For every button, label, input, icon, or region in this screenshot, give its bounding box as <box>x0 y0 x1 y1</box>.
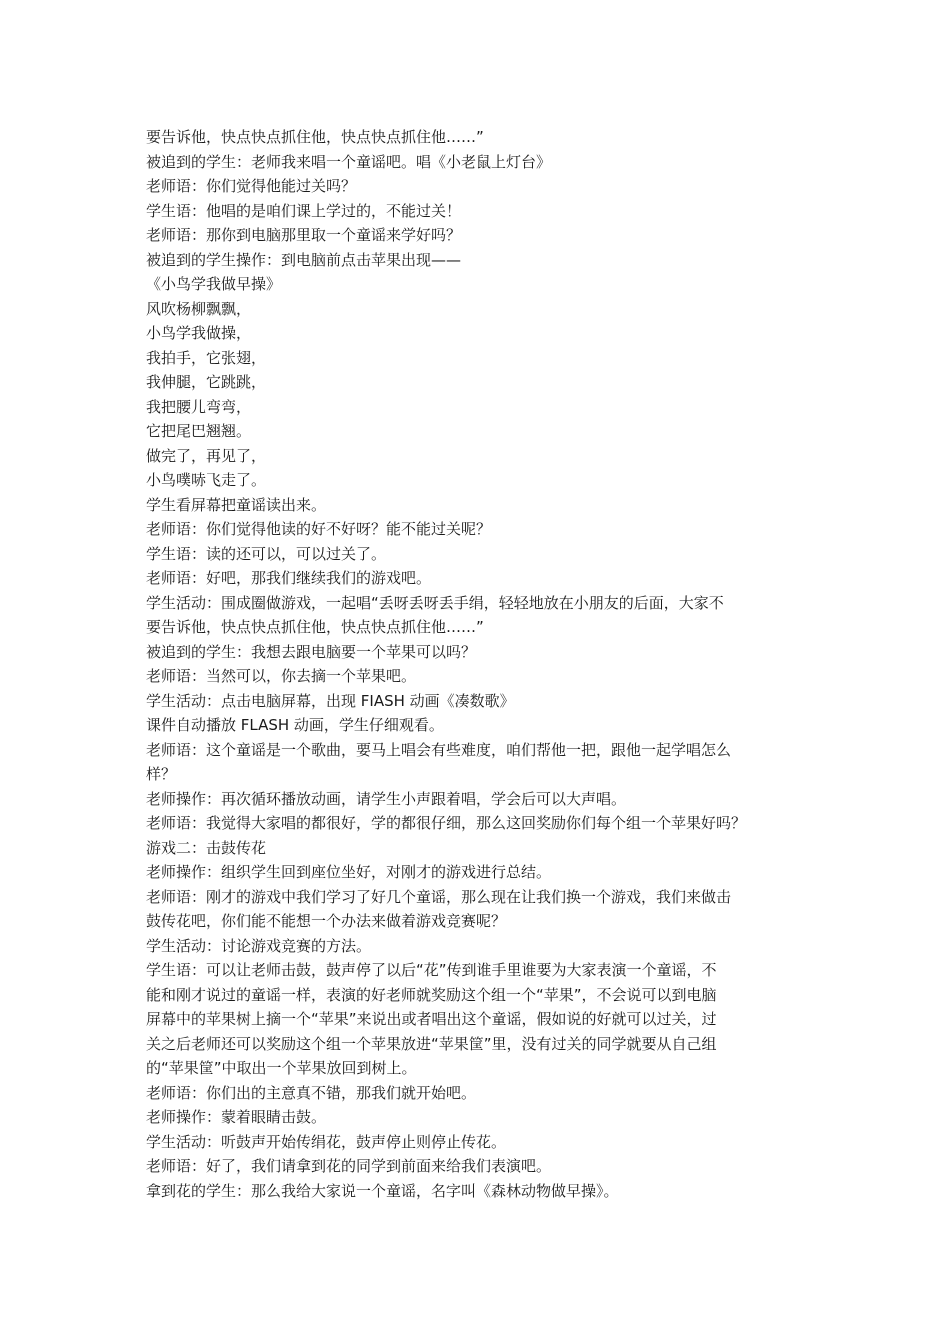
text-line: 课件自动播放 FLASH 动画，学生仔细观看。 <box>146 716 444 734</box>
text-line: 老师操作：蒙着眼睛击鼓。 <box>146 1108 327 1126</box>
poem-line: 我把腰儿弯弯， <box>146 397 252 416</box>
text-line: 老师操作：再次循环播放动画，请学生小声跟着唱，学会后可以大声唱。 <box>146 789 627 808</box>
text-line-justified: 关之后老师还可以奖励这个组一个苹果放进“苹果筐”里，没有过关的同学就要从自己组 <box>146 1034 717 1053</box>
poem-line: 做完了，再见了， <box>146 446 267 465</box>
text-line: 老师语：好了，我们请拿到花的同学到前面来给我们表演吧。 <box>146 1157 552 1175</box>
text-line: 拿到花的学生：那么我给大家说一个童谣，名字叫《森林动物做早操》。 <box>146 1181 619 1200</box>
text-line: 老师语：那你到电脑那里取一个童谣来学好吗？ <box>146 226 462 244</box>
poem-line: 小鸟学我做操， <box>146 324 252 342</box>
document-body <box>146 125 810 1203</box>
poem-line: 我伸腿，它跳跳， <box>146 373 267 391</box>
text-line: 鼓传花吧，你们能不能想一个办法来做着游戏竞赛呢？ <box>146 912 507 930</box>
poem-line: 我拍手，它张翅， <box>146 348 267 367</box>
text-line: 老师语：你们觉得他读的好不好呀？能不能过关呢？ <box>146 520 492 538</box>
poem-line: 风吹杨柳飘飘， <box>146 299 252 318</box>
text-line: 老师语：你们觉得他能过关吗？ <box>146 177 357 195</box>
text-line: 被追到的学生：老师我来唱一个童谣吧。唱《小老鼠上灯台》 <box>146 152 552 171</box>
text-line: 学生活动：点击电脑屏幕，出现 FIASH 动画《凑数歌》 <box>146 691 515 710</box>
text-line-justified: 能和刚才说过的童谣一样，表演的好老师就奖励这个组一个“苹果”，不会说可以到电脑 <box>146 985 717 1004</box>
text-line: 老师语：我觉得大家唱的都很好，学的都很仔细，那么这回奖励你们每个组一个苹果好吗？ <box>146 814 747 832</box>
text-line: 被追到的学生：我想去跟电脑要一个苹果可以吗？ <box>146 642 477 661</box>
text-line: 学生活动：听鼓声开始传绢花，鼓声停止则停止传花。 <box>146 1132 507 1151</box>
text-line: 学生活动：讨论游戏竞赛的方法。 <box>146 936 372 955</box>
text-line: 样？ <box>146 765 177 783</box>
text-line: 被追到的学生操作：到电脑前点击苹果出现—— <box>146 250 462 269</box>
text-line: 学生语：他唱的是咱们课上学过的，不能过关！ <box>146 201 462 220</box>
text-line: 老师语：你们出的主意真不错，那我们就开始吧。 <box>146 1083 477 1102</box>
poem-line: 它把尾巴翘翘。 <box>146 422 252 440</box>
text-line-justified: 屏幕中的苹果树上摘一个“苹果”来说出或者唱出这个童谣，假如说的好就可以过关，过 <box>146 1010 717 1028</box>
text-line: 老师操作：组织学生回到座位坐好，对刚才的游戏进行总结。 <box>146 863 552 881</box>
text-line: 的“苹果筐”中取出一个苹果放回到树上。 <box>146 1059 417 1077</box>
text-line: 老师语：好吧，那我们继续我们的游戏吧。 <box>146 569 432 587</box>
text-line-justified: 学生活动：围成圈做游戏，一起唱“丢呀丢呀丢手绢，轻轻地放在小朋友的后面，大家不 <box>146 593 724 612</box>
text-line: 要告诉他，快点快点抓住他，快点快点抓住他……” <box>146 128 484 146</box>
section-heading: 游戏二：击鼓传花 <box>146 838 267 857</box>
text-line-justified: 老师语：刚才的游戏中我们学习了好几个童谣，那么现在让我们换一个游戏，我们来做击 <box>146 887 732 906</box>
text-line-justified: 学生语：可以让老师击鼓，鼓声停了以后“花”传到谁手里谁要为大家表演一个童谣，不 <box>146 961 717 979</box>
text-line-justified: 老师语：这个童谣是一个歌曲，要马上唱会有些难度，咱们帮他一把，跟他一起学唱怎么 <box>146 740 732 759</box>
poem-line: 小鸟噗哧飞走了。 <box>146 471 267 489</box>
text-line: 要告诉他，快点快点抓住他，快点快点抓住他……” <box>146 618 484 636</box>
text-line: 老师语：当然可以，你去摘一个苹果吧。 <box>146 667 417 685</box>
text-line: 学生看屏幕把童谣读出来。 <box>146 495 327 514</box>
poem-title: 《小鸟学我做早操》 <box>146 275 282 293</box>
text-line: 学生语：读的还可以，可以过关了。 <box>146 544 387 563</box>
